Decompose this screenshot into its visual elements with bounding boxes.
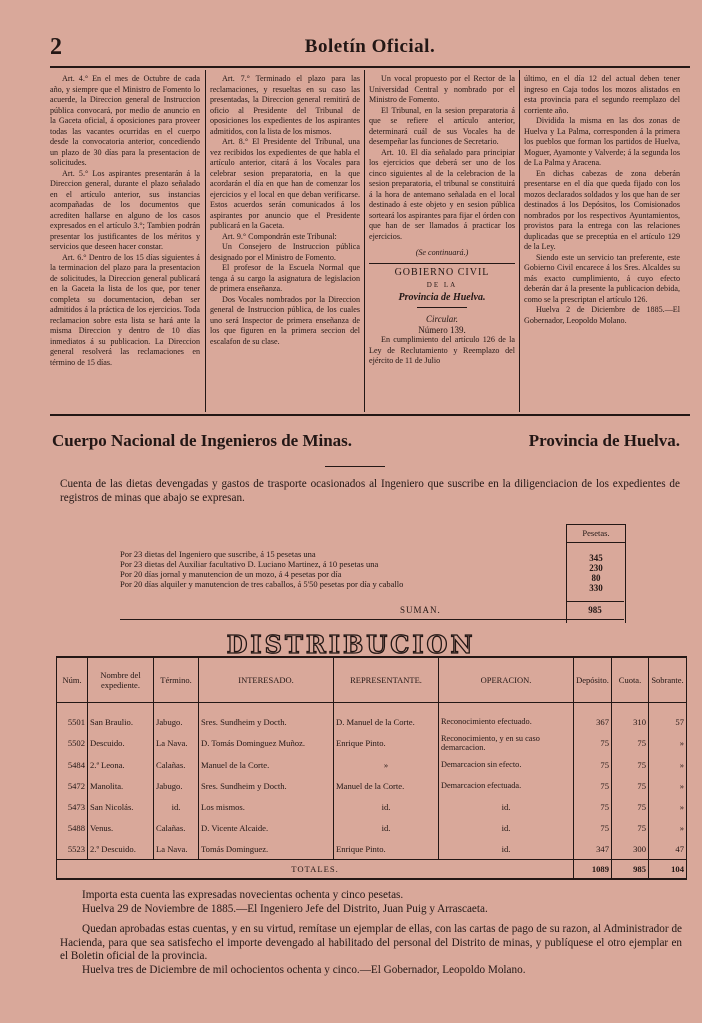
cell-num: 5502 [57, 732, 88, 754]
pesetas-header: Pesetas. [567, 525, 625, 543]
totals-label: TOTALES. [57, 860, 574, 880]
cell-deposito: 75 [574, 796, 612, 817]
gobierno-province: Provincia de Huelva. [398, 291, 486, 303]
totals-row [57, 860, 687, 880]
cell-termino: La Nava. [154, 732, 199, 754]
tribunal-secretary: El Tribunal, en la sesion preparatoria á que se refiere el artículo anterior, determinará cuál de sus Vocales ha de desempeñar las funciones de Secretario. [369, 105, 515, 146]
cell-representante: id. [334, 796, 439, 817]
cell-representante: Enrique Pinto. [334, 732, 439, 754]
column-divider [205, 70, 206, 412]
column-divider [519, 70, 520, 412]
cell-termino: Jabugo. [154, 711, 199, 732]
table-row [57, 732, 687, 754]
circular-signature: Huelva 2 de Diciembre de 1885.—El Gobernador, Leopoldo Molano. [524, 305, 680, 325]
cell-sobrante: » [649, 796, 687, 817]
col-header: Sobrante. [649, 657, 687, 703]
cell-deposito: 75 [574, 775, 612, 796]
expense-value: 345 [589, 553, 603, 563]
col-header: Nombre del expediente. [88, 657, 154, 703]
article-8: Art. 8.° El Presidente del Tribunal, una vez recibidos los expedientes de que habla el artículo anterior, citará á los Vocales para celebrar sesion preparatoria, en la que acordarán el día en que han de comenzar los ejercicios y el local en que deban verificarse. Estos acuerdos serán comunicados á los aspirantes por anuncio que el Presidente publicará en la Gaceta. [210, 137, 360, 230]
column-1 [50, 74, 200, 414]
circular-text: En cumplimiento del artículo 126 de la Ley de Reclutamiento y Reemplazo del ejército de 11 de Julio [369, 335, 515, 365]
cell-termino: La Nava. [154, 838, 199, 860]
column-4 [524, 74, 680, 414]
table-row [57, 838, 687, 860]
cell-cuota: 310 [612, 711, 649, 732]
cell-operacion: Demarcacion efectuada. [439, 775, 574, 796]
cell-cuota: 75 [612, 817, 649, 838]
article-4: Art. 4.° En el mes de Octubre de cada año, y siempre que el Ministro de Fomento lo acuerde, la Direccion general de Instruccion pública convocará, por medio de anuncio en la Gaceta oficial, á oposiciones para proveer todas las vacantes ocurridas en el cuerpo desde la convocatoria anterior, concediendo un plazo de 30 días para la presentacion de solicitudes. [50, 74, 200, 167]
total-sobrante: 104 [649, 860, 687, 880]
cell-expediente: San Braulio. [88, 711, 154, 732]
cell-expediente: 2.ª Leona. [88, 754, 154, 775]
expense-value: 330 [589, 583, 603, 593]
cell-sobrante: 57 [649, 711, 687, 732]
circular-zones: Dividida la misma en las dos zonas de Huelva y La Palma, corresponden á la primera los pueblos que forman los partidos de Huelva, Moguer, Ayamonte y Valverde; á la segunda los de La Palma y Aracena. [524, 116, 680, 167]
section-heading-right: Provincia de Huelva. [528, 431, 680, 450]
table-row [57, 754, 687, 775]
article-7: Art. 7.° Terminado el plazo para las reclamaciones, y resueltas en su caso las presentadas, la Direccion general remitirá de oficio al Presidente del Tribunal de oposiciones los expedientes de los aspirantes admitidos, con la lista de los mismos. [210, 74, 360, 136]
section-description: Cuenta de las dietas devengadas y gastos de trasporte ocasionados al Ingeniero que suscribe en la diligenciacion de los expedientes de registros de minas que abajo se expresan. [60, 478, 680, 504]
suman-value: 985 [588, 605, 602, 615]
cell-operacion: id. [439, 796, 574, 817]
cell-operacion: Reconocimiento efectuado. [439, 711, 574, 732]
cell-operacion: id. [439, 817, 574, 838]
column-divider [364, 70, 365, 412]
cell-operacion: Demarcacion sin efecto. [439, 754, 574, 775]
table-row [57, 817, 687, 838]
gobierno-de-la: DE LA [426, 281, 458, 289]
expense-bottom-rule [120, 619, 624, 620]
table-row [57, 711, 687, 732]
article-5: Art. 5.° Los aspirantes presentarán á la Direccion general, durante el plazo señalado en el artículo anterior, sus instancias acompañadas de los documentos que acrediten hallarse en alguno de los casos expresados en el artículo 3.°; Tambien podrán presentar los justificantes de los méritos y servicios que deseen hacer constar. [50, 168, 200, 251]
cell-cuota: 75 [612, 732, 649, 754]
cell-termino: Jabugo. [154, 775, 199, 796]
total-deposito: 1089 [574, 860, 612, 880]
cell-deposito: 367 [574, 711, 612, 732]
footer-line-4: Huelva tres de Diciembre de mil ochocientos ochenta y cinco.—El Gobernador, Leopoldo Molano. [82, 963, 526, 976]
cell-num: 5501 [57, 711, 88, 732]
cell-deposito: 347 [574, 838, 612, 860]
cell-interesado: Sres. Sundheim y Docth. [199, 775, 334, 796]
section-heading-left: Cuerpo Nacional de Ingenieros de Minas. [52, 431, 353, 450]
gobierno-civil-block [369, 268, 515, 336]
tribunal-member-4: Un vocal propuesto por el Rector de la Universidad Central y nombrado por el Ministro de Fomento. [369, 74, 515, 104]
cell-interesado: Los mismos. [199, 796, 334, 817]
col-header: OPERACION. [439, 657, 574, 703]
cell-expediente: Manolita. [88, 775, 154, 796]
cell-deposito: 75 [574, 817, 612, 838]
col-header: Depósito. [574, 657, 612, 703]
tribunal-member-2: El profesor de la Escuela Normal que tenga á su cargo la asignatura de legislacion de primera enseñanza. [210, 263, 360, 293]
pesetas-values [567, 543, 625, 593]
cell-interesado: Sres. Sundheim y Docth. [199, 711, 334, 732]
cell-deposito: 75 [574, 754, 612, 775]
tribunal-member-3: Dos Vocales nombrados por la Direccion general de Instruccion pública, de los cuales uno será Inspector de primera enseñanza de los que figuren en la primera seccion del escalafon de su clase. [210, 294, 360, 346]
table-header-row [57, 657, 687, 703]
page-title: Boletín Oficial. [304, 36, 436, 57]
section-short-rule [325, 466, 385, 467]
distribution-table [56, 656, 687, 880]
expense-lines [120, 549, 540, 589]
cell-sobrante: » [649, 754, 687, 775]
circular-label: Circular. [426, 314, 458, 324]
cell-representante: » [334, 754, 439, 775]
footer-line-3: Quedan aprobadas estas cuentas, y en su virtud, remítase un ejemplar de ellas, con las cartas de pago de su razon, al Administrador de Hacienda, para que sea satisfecho el importe devengado al habilitado del personal del Distrito de minas, y publíquese el otro ejemplar en el Boletin oficial de la provincia. [60, 923, 682, 962]
section-rule [369, 263, 515, 264]
cell-deposito: 75 [574, 732, 612, 754]
header-rule [50, 66, 690, 68]
cell-sobrante: 47 [649, 838, 687, 860]
footer-importa [82, 889, 682, 916]
circular-continued: último, en el día 12 del actual deben tener ingreso en Caja todos los mozos alistados en esta provincia para el segundo reemplazo del corriente año. [524, 74, 680, 115]
page-number: 2 [50, 34, 62, 60]
cell-cuota: 75 [612, 754, 649, 775]
cell-expediente: 2.º Descuido. [88, 838, 154, 860]
expense-value: 80 [591, 573, 601, 583]
cell-sobrante: » [649, 732, 687, 754]
expense-line: Por 20 días jornal y manutencion de un mozo, á 4 pesetas por día [120, 569, 342, 579]
cell-interesado: D. Tomás Dominguez Muñoz. [199, 732, 334, 754]
cell-num: 5484 [57, 754, 88, 775]
expense-value: 230 [589, 563, 603, 573]
footer-approval [60, 923, 682, 977]
distribution-title: DISTRIBUCION [226, 630, 476, 659]
cell-representante: Enrique Pinto. [334, 838, 439, 860]
cell-termino: Calañas. [154, 754, 199, 775]
circular-number: Número 139. [418, 324, 466, 335]
total-cuota: 985 [612, 860, 649, 880]
expense-line: Por 23 dietas del Auxiliar facultativo D. Luciano Martinez, á 10 pesetas una [120, 559, 379, 569]
suman-label: SUMAN. [400, 605, 441, 615]
column-2 [210, 74, 360, 414]
section-rule-top [50, 414, 690, 416]
cell-termino: Calañas. [154, 817, 199, 838]
article-6: Art. 6.° Dentro de los 15 días siguientes á la terminacion del plazo para la presentacion de solicitudes, la Direccion general publicará en la Gaceta la lista de los que, por tener completa su documentacion, deban ser admitidos á la práctica de los ejercicios. Toda reclamacion sobre esta lista se hará ante la misma Direccion y dentro de 10 días inmediatos á su publicacion. La Direccion general resolverá las reclamaciones en término de 15 días. [50, 252, 200, 367]
cell-cuota: 75 [612, 775, 649, 796]
column-3 [369, 74, 515, 414]
circular-presentation: En dichas cabezas de zona deberán presentarse en el día que queda fijado con los mozos declarados soldados y los que han de ser destinados á los Depósitos, los Comisionados nombrados por los respectivos Ayuntamientos, provistos para la entrega con las relaciones duplicadas que se preceptúa en el artículo 129 de la Ley. [524, 168, 680, 251]
cell-expediente: Venus. [88, 817, 154, 838]
continued-note: (Se continuará.) [415, 248, 469, 257]
cell-num: 5488 [57, 817, 88, 838]
gobierno-title: GOBIERNO CIVIL [394, 266, 490, 278]
table-row [57, 796, 687, 817]
cell-num: 5523 [57, 838, 88, 860]
cell-interesado: D. Vicente Alcaide. [199, 817, 334, 838]
table-spacer [57, 703, 687, 712]
col-header: Término. [154, 657, 199, 703]
cell-sobrante: » [649, 817, 687, 838]
footer-line-2: Huelva 29 de Noviembre de 1885.—El Ingeniero Jefe del Distrito, Juan Puig y Arrascaeta. [82, 902, 488, 915]
cell-expediente: Descuido. [88, 732, 154, 754]
article-9: Art. 9.° Compondrán este Tribunal: [222, 231, 337, 241]
cell-expediente: San Nicolás. [88, 796, 154, 817]
cell-interesado: Tomás Dominguez. [199, 838, 334, 860]
col-header: INTERESADO. [199, 657, 334, 703]
pesetas-sum-rule [566, 601, 624, 602]
cell-representante: D. Manuel de la Corte. [334, 711, 439, 732]
expense-line: Por 23 dietas del Ingeniero que suscribe, á 15 pesetas una [120, 549, 316, 559]
col-header: REPRESENTANTE. [334, 657, 439, 703]
table-row [57, 775, 687, 796]
footer-line-1: Importa esta cuenta las expresadas novecientas ochenta y cinco pesetas. [82, 889, 404, 901]
cell-num: 5473 [57, 796, 88, 817]
article-10: Art. 10. El día señalado para principiar los ejercicios que deberá ser uno de los cinco siguientes al de la celebracion de la sesion preparatoria, el tribunal se constituirá á la hora de antemano señalada en el local destinado á este objeto y en sesion pública sorteará los aspirantes para fijar el órden con que han de ser llamados á practicar los ejercicios. [369, 147, 515, 241]
page-header [50, 34, 690, 64]
cell-termino: id. [154, 796, 199, 817]
expense-line: Por 20 días alquiler y manutencion de tres caballos, á 5'50 pesetas por día y caballo [120, 579, 404, 589]
col-header: Núm. [57, 657, 88, 703]
cell-representante: Manuel de la Corte. [334, 775, 439, 796]
cell-representante: id. [334, 817, 439, 838]
col-header: Cuota. [612, 657, 649, 703]
cell-operacion: id. [439, 838, 574, 860]
cell-interesado: Manuel de la Corte. [199, 754, 334, 775]
circular-closing: Siendo este un servicio tan preferente, este Gobierno Civil encarece á los Sres. Alcaldes su más exacto cumplimiento, á cuyo efecto deberán dar á la presente la publicacion debida, como se la prescriptan el artículo 126. [524, 252, 680, 304]
cell-num: 5472 [57, 775, 88, 796]
cell-cuota: 300 [612, 838, 649, 860]
cell-sobrante: » [649, 775, 687, 796]
short-rule [417, 307, 467, 308]
tribunal-member-1: Un Consejero de Instruccion pública designado por el Ministro de Fomento. [210, 242, 360, 262]
cell-operacion: Reconocimiento, y en su caso demarcacion. [439, 732, 574, 754]
cell-cuota: 75 [612, 796, 649, 817]
